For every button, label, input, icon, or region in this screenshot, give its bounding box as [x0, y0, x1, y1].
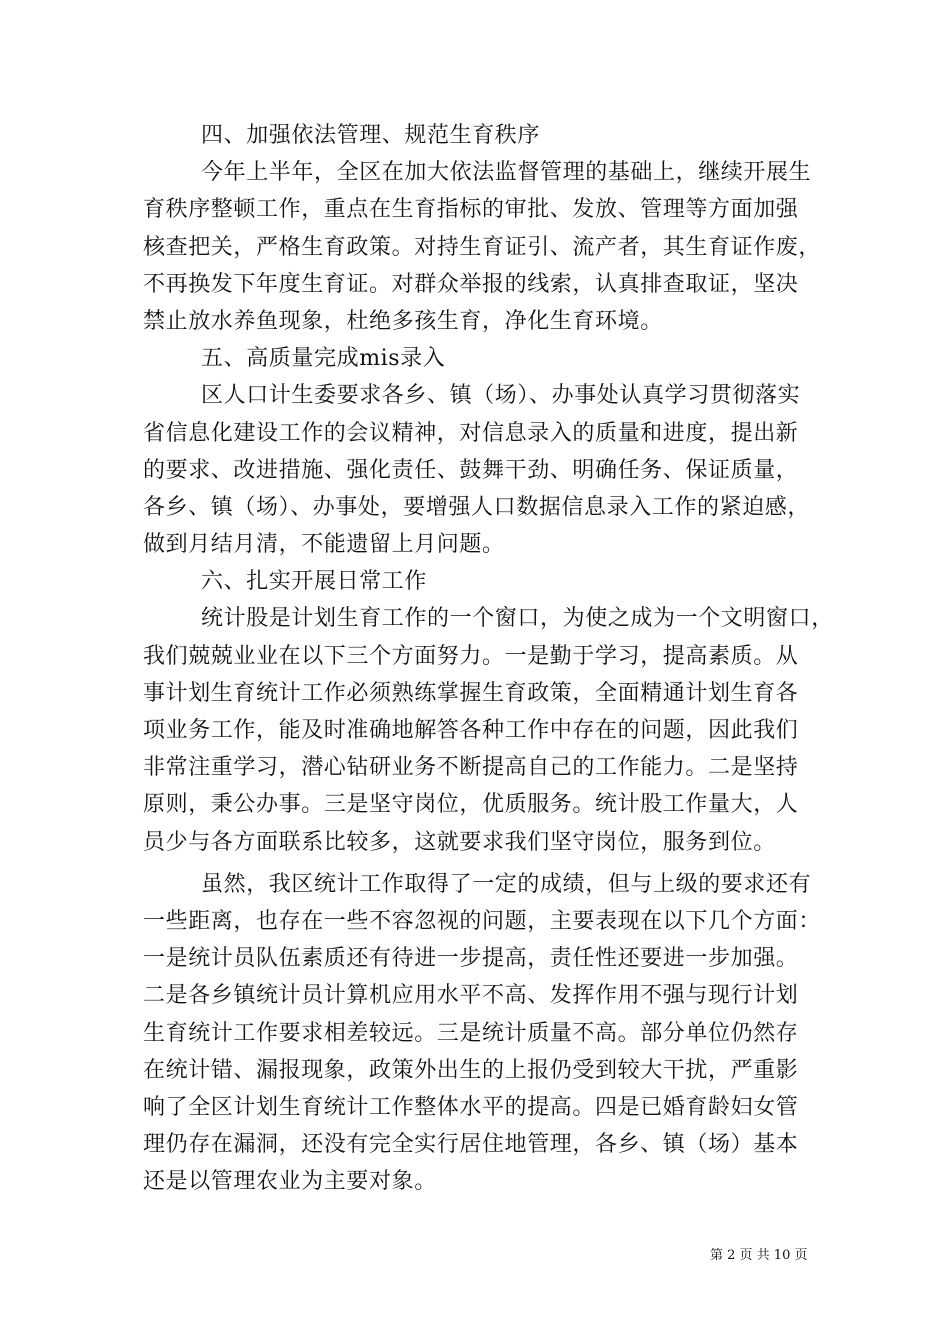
paragraph-line: 各乡、镇（场）、办事处，要增强人口数据信息录入工作的紧迫感，	[143, 494, 811, 520]
paragraph-line: 事计划生育统计工作必须熟练掌握生育政策，全面精通计划生育各	[143, 680, 799, 706]
paragraph-line: 理仍存在漏洞，还没有完全实行居住地管理，各乡、镇（场）基本	[143, 1132, 799, 1158]
document-body	[143, 117, 834, 1200]
paragraph-line: 非常注重学习，潜心钻研业务不断提高自己的工作能力。二是坚持	[143, 755, 799, 781]
paragraph-line: 育秩序整顿工作，重点在生育指标的审批、发放、管理等方面加强	[143, 197, 799, 223]
paragraph-first-line: 今年上半年，全区在加大依法监督管理的基础上，继续开展生	[201, 160, 812, 186]
paragraph-first-line: 四、加强依法管理、规范生育秩序	[201, 123, 541, 148]
paragraph-line: 一是统计员队伍素质还有待进一步提高，责任性还要进一步加强。	[143, 946, 799, 972]
page-footer: 第 2 页 共 10 页	[710, 1248, 808, 1263]
paragraph-first-line: 区人口计生委要求各乡、镇（场）、办事处认真学习贯彻落实	[201, 383, 801, 409]
paragraph-line: 的要求、改进措施、强化责任、鼓舞干劲、明确任务、保证质量，	[143, 457, 799, 483]
paragraph-line: 员少与各方面联系比较多，这就要求我们坚守岗位，服务到位。	[143, 829, 776, 855]
paragraph-line: 我们兢兢业业在以下三个方面努力。一是勤于学习，提高素质。从	[143, 643, 799, 669]
paragraph-line: 核查把关，严格生育政策。对持生育证引、流产者，其生育证作废，	[143, 234, 822, 260]
paragraph-line: 生育统计工作要求相差较远。三是统计质量不高。部分单位仍然存	[143, 1020, 799, 1046]
paragraph-line: 在统计错、漏报现象，政策外出生的上报仍受到较大干扰，严重影	[143, 1057, 799, 1083]
paragraph-line: 禁止放水养鱼现象，杜绝多孩生育，净化生育环境。	[143, 308, 663, 334]
paragraph-line: 项业务工作，能及时准确地解答各种工作中存在的问题，因此我们	[143, 718, 799, 743]
paragraph-line: 做到月结月清，不能遗留上月问题。	[143, 532, 505, 558]
paragraph-line: 原则，秉公办事。三是坚守岗位，优质服务。统计股工作量大，人	[143, 792, 799, 818]
paragraph-line: 省信息化建设工作的会议精神，对信息录入的质量和进度，提出新	[143, 420, 799, 446]
paragraph-first-line: 虽然，我区统计工作取得了一定的成绩，但与上级的要求还有	[201, 871, 812, 897]
paragraph-line: 响了全区计划生育统计工作整体水平的提高。四是已婚育龄妇女管	[143, 1094, 799, 1120]
paragraph-line: 一些距离，也存在一些不容忽视的问题，主要表现在以下几个方面：	[143, 908, 822, 934]
paragraph-line: 还是以管理农业为主要对象。	[143, 1169, 437, 1195]
paragraph-first-line: 统计股是计划生育工作的一个窗口，为使之成为一个文明窗口，	[201, 606, 834, 632]
paragraph-first-line: 五、高质量完成mis录入	[201, 346, 446, 372]
paragraph-first-line: 六、扎实开展日常工作	[201, 569, 428, 595]
paragraph-line: 二是各乡镇统计员计算机应用水平不高、发挥作用不强与现行计划	[143, 983, 799, 1009]
paragraph-line: 不再换发下年度生育证。对群众举报的线索，认真排查取证，坚决	[143, 271, 799, 297]
